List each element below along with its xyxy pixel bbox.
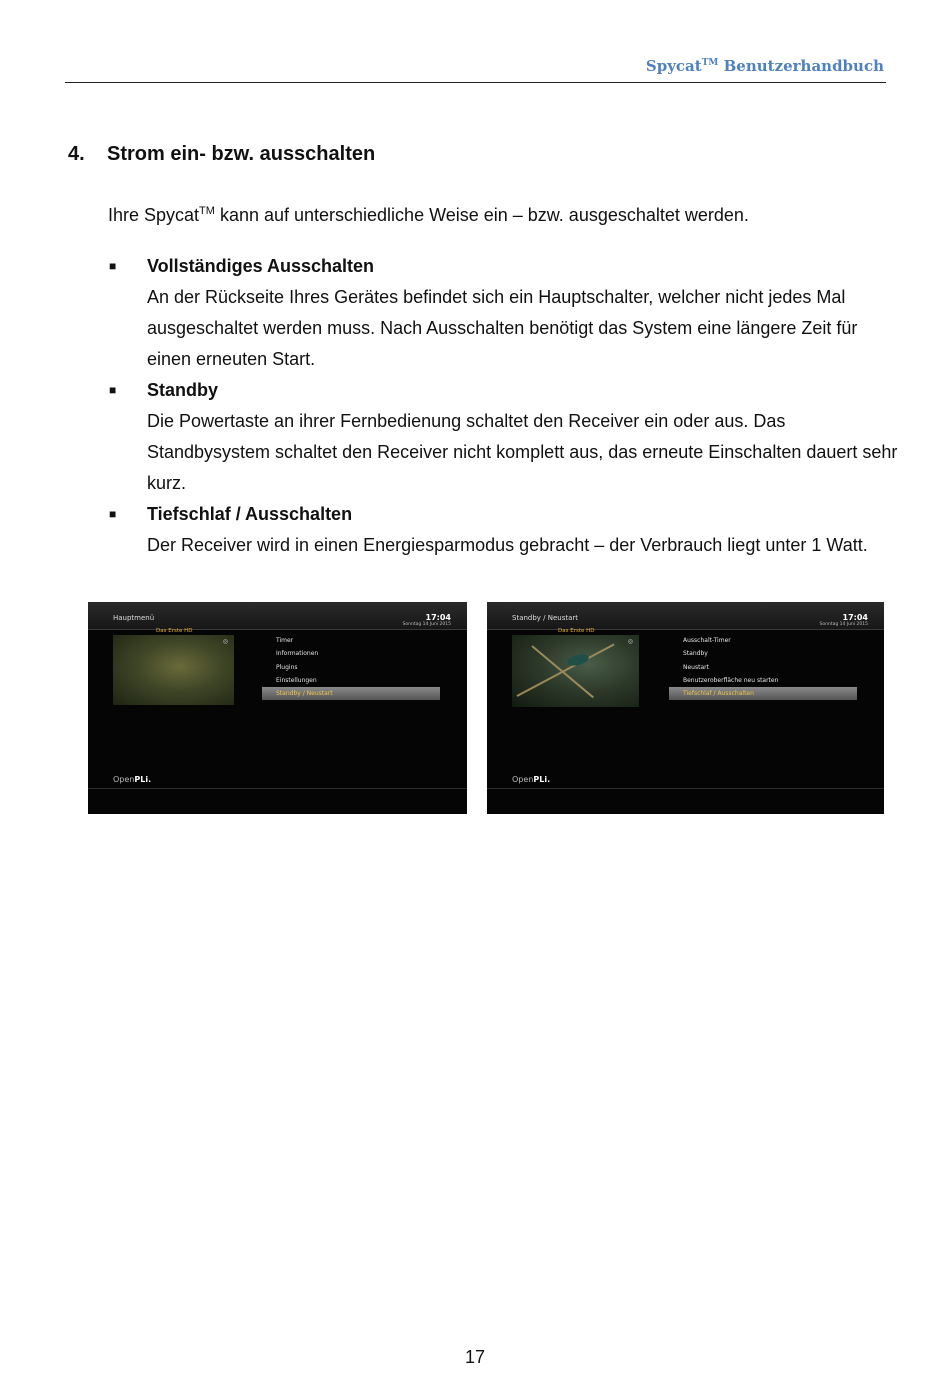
menu-item: Informationen	[276, 650, 319, 658]
bullet-item	[108, 375, 898, 499]
bullet-text: An der Rückseite Ihres Gerätes befindet sich ein Hauptschalter, welcher nicht jedes Mal ausgeschaltet werden muss. Nach Ausschalten benötigt das System eine längere Zeit für einen erneuten Start.	[147, 287, 858, 369]
page-number: 17	[464, 1347, 486, 1367]
branch-shape	[517, 643, 615, 696]
bullet-marker: ■	[109, 383, 117, 397]
intro-paragraph	[108, 199, 749, 227]
header-rule	[65, 82, 886, 83]
section-title: Strom ein- bzw. ausschalten	[107, 143, 376, 165]
menu-item: Ausschalt-Timer	[683, 637, 731, 644]
menu-item-selected: Tiefschlaf / Ausschalten	[669, 687, 857, 700]
menu-item-selected: Standby / Neustart	[262, 687, 440, 700]
bullet-marker: ■	[109, 259, 117, 273]
openpli-logo	[512, 775, 550, 784]
bullet-item	[108, 499, 898, 561]
logo-bold: PLi.	[533, 775, 551, 784]
menu-item: Benutzeroberfläche neu starten	[683, 676, 779, 684]
screen-time: 17:04	[842, 613, 868, 622]
screen-date: Sonntag 14 Juni 2015	[819, 622, 868, 627]
video-preview	[113, 635, 234, 705]
bullet-title: Tiefschlaf / Ausschalten	[147, 504, 353, 524]
menu-item: Standby	[683, 650, 708, 658]
video-preview	[512, 635, 639, 707]
screen-title: Standby / Neustart	[512, 614, 579, 622]
header-title	[646, 57, 884, 75]
bullet-title: Vollständiges Ausschalten	[147, 256, 375, 276]
channel-logo-icon: ◎	[222, 638, 228, 645]
screen-time: 17:04	[425, 613, 451, 622]
header-brand: Spycat	[645, 57, 702, 75]
section-number: 4.	[68, 143, 85, 165]
screen-bottom-bar	[487, 788, 884, 789]
bullet-item	[108, 251, 898, 375]
menu-item: Plugins	[276, 663, 298, 671]
trademark-sign: TM	[701, 58, 719, 68]
bullet-marker: ■	[109, 507, 117, 521]
logo-prefix: Open	[512, 775, 534, 784]
intro-before: Ihre Spycat	[108, 205, 200, 225]
screen-date: Sonntag 14 Juni 2015	[402, 622, 451, 627]
screen-menu	[262, 634, 440, 700]
menu-item: Einstellungen	[276, 676, 317, 684]
screen-bottom-bar	[88, 788, 467, 789]
screen-title-bar	[487, 602, 884, 630]
channel-name: Das Erste HD	[156, 628, 193, 634]
intro-after: kann auf unterschiedliche Weise ein – bzw. ausgeschaltet werden.	[214, 205, 749, 225]
channel-logo-icon: ◎	[627, 638, 633, 645]
screenshot-main-menu	[88, 602, 467, 814]
screen-title-bar	[88, 602, 467, 630]
channel-name: Das Erste HD	[558, 628, 595, 634]
bullet-list	[108, 251, 898, 561]
bullet-text: Der Receiver wird in einen Energiesparmodus gebracht – der Verbrauch liegt unter 1 Watt.	[147, 535, 868, 555]
menu-item: Neustart	[683, 663, 709, 671]
screen-title: Hauptmenü	[113, 614, 155, 622]
bird-icon	[566, 652, 590, 667]
header-rest: Benutzerhandbuch	[718, 57, 884, 75]
logo-bold: PLi.	[134, 775, 152, 784]
branch-shape	[531, 645, 594, 698]
menu-item: Timer	[276, 637, 294, 644]
openpli-logo	[113, 775, 151, 784]
intro-trademark: TM	[199, 205, 215, 217]
screenshot-standby-menu	[487, 602, 884, 814]
logo-prefix: Open	[113, 775, 135, 784]
bullet-text: Die Powertaste an ihrer Fernbedienung schaltet den Receiver ein oder aus. Das Standbysystem schaltet den Receiver nicht komplett aus, das erneute Einschalten dauert sehr kurz.	[147, 411, 898, 493]
screen-menu	[669, 634, 857, 700]
bullet-title: Standby	[147, 380, 219, 400]
